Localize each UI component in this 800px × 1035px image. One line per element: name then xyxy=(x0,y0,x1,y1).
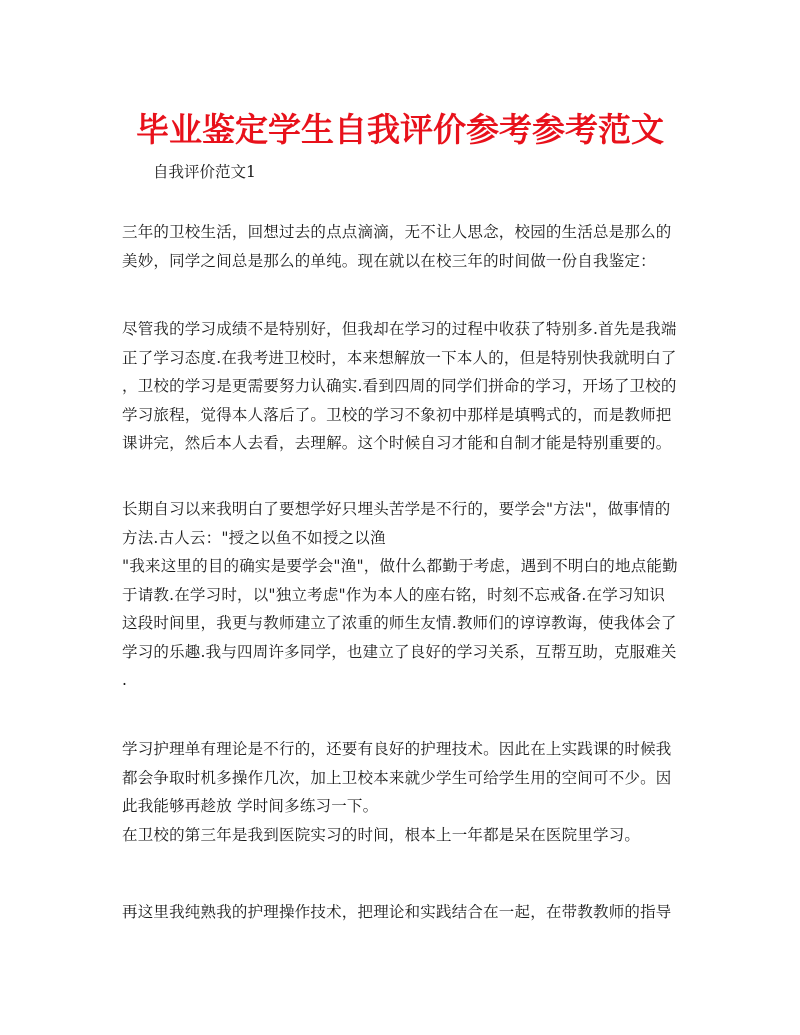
paragraph-line: 学习的乐趣.我与四周许多同学，也建立了良好的学习关系，互帮互助，克服难关 xyxy=(122,642,677,661)
paragraph-line: 这段时间里，我更与教师建立了浓重的师生友情.教师们的谆谆教诲，使我体会了 xyxy=(122,614,677,632)
paragraph-line: "我来这里的目的确实是要学会"渔"，做什么都勤于考虑，遇到不明白的地点能勤 xyxy=(122,557,678,575)
paragraph-line: 都会争取时机多操作几次，加上卫校本来就少学生可给学生用的空间可不少。因 xyxy=(122,768,672,787)
paragraph-line: 方法.古人云："授之以鱼不如授之以渔 xyxy=(122,528,386,547)
paragraph-line: 三年的卫校生活，回想过去的点点滴滴，无不让人思念，校园的生活总是那么的 xyxy=(122,223,672,241)
paragraph-line: 此我能够再趁放 学时间多练习一下。 xyxy=(122,797,379,815)
document-title: 毕业鉴定学生自我评价参考参考范文 xyxy=(136,110,664,149)
paragraph-line: 美妙，同学之间总是那么的单纯。现在就以在校三年的时间做一份自我鉴定： xyxy=(122,251,656,270)
paragraph-2 xyxy=(122,315,682,458)
paragraph-line: 在卫校的第三年是我到医院实习的时间，根本上一年都是呆在医院里学习。 xyxy=(122,825,641,844)
paragraph-line: ，卫校的学习是更需要努力认确实.看到四周的同学们拼命的学习，开场了卫校的 xyxy=(122,377,677,395)
paragraph-line: 再这里我纯熟我的护理操作技术，把理论和实践结合在一起，在带教教师的指导 xyxy=(122,903,672,921)
paragraph-line: 学习护理单有理论是不行的，还要有良好的护理技术。因此在上实践课的时候我 xyxy=(122,740,672,758)
paragraph-line: 正了学习态度.在我考进卫校时，本来想解放一下本人的，但是特别快我就明白了 xyxy=(122,348,677,367)
paragraph-1 xyxy=(122,218,682,275)
paragraph-4 xyxy=(122,735,682,849)
paragraph-line: . xyxy=(122,671,128,689)
paragraph-line: 长期自习以来我明白了要想学好只埋头苦学是不行的，要学会"方法"，做事情的 xyxy=(122,500,671,518)
paragraph-line: 学习旅程，觉得本人落后了。卫校的学习不象初中那样是填鸭式的，而是教师把 xyxy=(122,405,672,424)
paragraph-line: 课讲完，然后本人去看，去理解。这个时候自习才能和自制才能是特别重要的。 xyxy=(122,434,672,452)
document-subtitle: 自我评价范文1 xyxy=(153,163,256,181)
paragraph-5 xyxy=(122,898,682,927)
paragraph-line: 尽管我的学习成绩不是特别好，但我却在学习的过程中收获了特别多.首先是我端 xyxy=(122,320,677,338)
paragraph-line: 于请教.在学习时，以"独立考虑"作为本人的座右铭，时刻不忘戒备.在学习知识 xyxy=(122,585,666,604)
paragraph-3 xyxy=(122,495,682,695)
